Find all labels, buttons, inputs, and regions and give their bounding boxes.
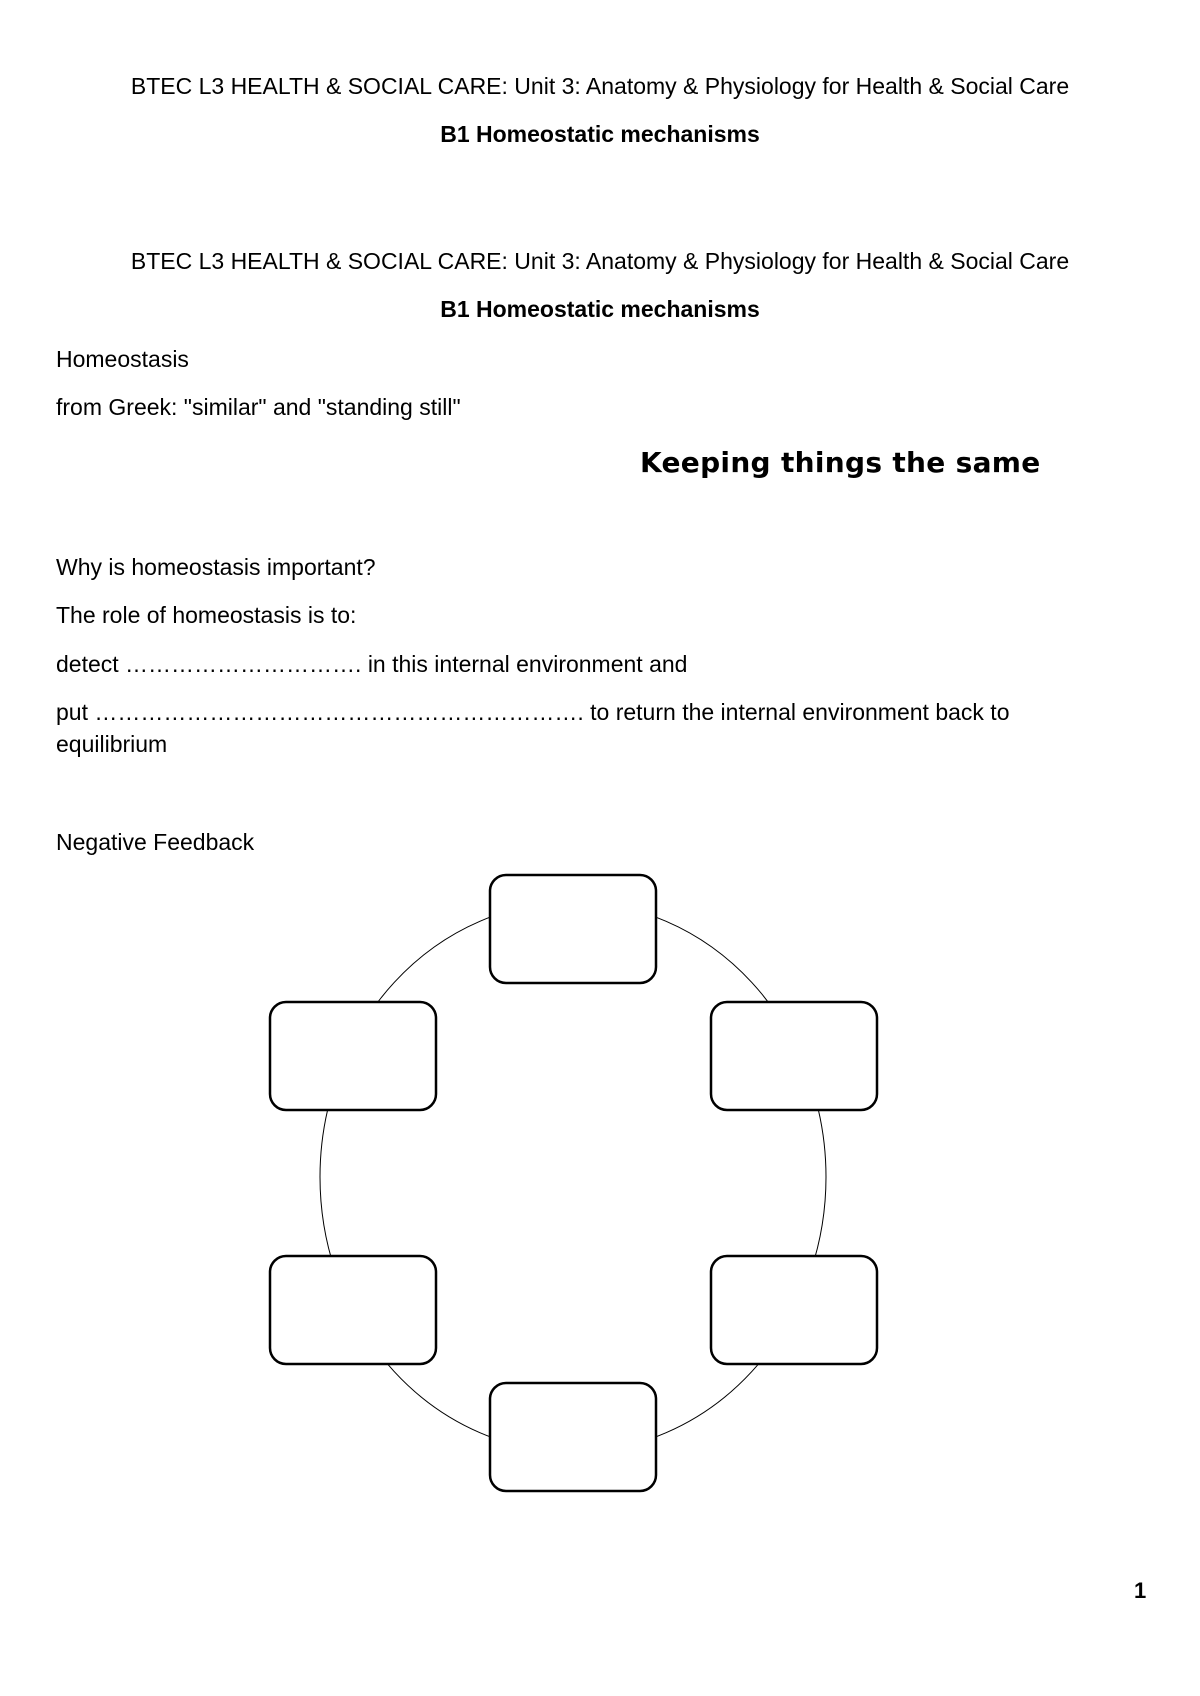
feedback-box-bottom[interactable] [490,1383,656,1491]
header-course-title-1: BTEC L3 HEALTH & SOCIAL CARE: Unit 3: Anatomy & Physiology for Health & Social Care [130,73,1070,99]
feedback-box-lower-left[interactable] [270,1256,436,1364]
feedback-box-lower-right[interactable] [711,1256,877,1364]
feedback-cycle-circle [320,902,826,1452]
tagline-text: Keeping things the same [640,446,1041,479]
feedback-box-upper-right[interactable] [711,1002,877,1110]
feedback-box-upper-left[interactable] [270,1002,436,1110]
diagram-label: Negative Feedback [56,829,255,855]
header-subtitle-2: B1 Homeostatic mechanisms [440,296,760,322]
header-course-title-2: BTEC L3 HEALTH & SOCIAL CARE: Unit 3: Anatomy & Physiology for Health & Social Care [130,248,1070,274]
page-number: 1 [1134,1578,1147,1603]
blank-detect: detect …………………………. in this internal environment and [56,651,688,677]
header-subtitle-1: B1 Homeostatic mechanisms [440,121,760,147]
negative-feedback-diagram [0,860,1200,1510]
blank-put: put ………………………………………………………. to return the internal environment back to equilibrium [56,699,1010,757]
etymology-text: from Greek: "similar" and "standing still" [56,394,461,420]
question-role: The role of homeostasis is to: [56,602,357,628]
feedback-box-top[interactable] [490,875,656,983]
term-homeostasis: Homeostasis [56,346,189,372]
question-why: Why is homeostasis important? [56,554,376,580]
